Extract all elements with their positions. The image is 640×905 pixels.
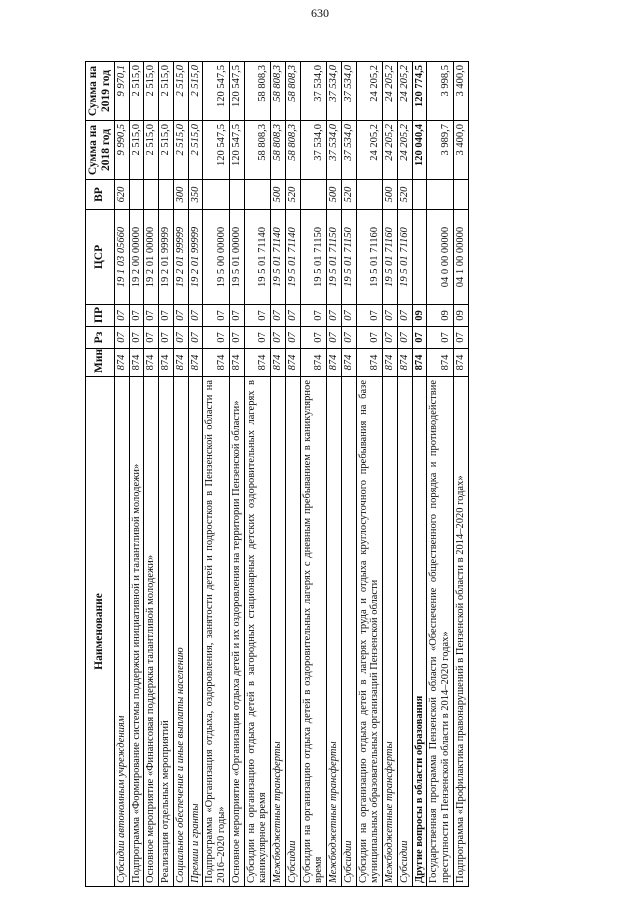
cell-sum-2018: 24 205,2 bbox=[356, 121, 383, 180]
cell-sum-2019: 37 534,0 bbox=[341, 62, 356, 121]
cell-rz: 07 bbox=[341, 327, 356, 349]
cell-min: 874 bbox=[341, 349, 356, 377]
cell-vr: 300 bbox=[173, 180, 188, 210]
cell-sum-2018: 37 534,0 bbox=[327, 121, 342, 180]
cell-sum-2019: 24 205,2 bbox=[383, 62, 398, 121]
cell-vr bbox=[229, 180, 244, 210]
cell-name: Подпрограмма «Профилактика правонарушений в Пензенской области в 2014–2020 годах» bbox=[453, 377, 468, 887]
cell-min: 874 bbox=[427, 349, 454, 377]
header-vr: ВР bbox=[86, 180, 115, 210]
table-row bbox=[159, 62, 174, 887]
cell-min: 874 bbox=[412, 349, 427, 377]
table-row bbox=[427, 62, 454, 887]
cell-vr bbox=[412, 180, 427, 210]
cell-min: 874 bbox=[285, 349, 300, 377]
table-row bbox=[129, 62, 144, 887]
cell-name: Другие вопросы в области образования bbox=[412, 377, 427, 887]
table-row bbox=[397, 62, 412, 887]
cell-sum-2018: 2 515,0 bbox=[173, 121, 188, 180]
table-row bbox=[144, 62, 159, 887]
budget-table bbox=[85, 61, 469, 887]
cell-sum-2019: 58 808,3 bbox=[271, 62, 286, 121]
cell-name: Субсидии на организацию отдыха детей в лагерях труда и отдыха круглосуточного пребывания на базе муниципальных образовательных организаций Пензенской области bbox=[356, 377, 383, 887]
cell-name: Основное мероприятие «Организация отдыха детей и их оздоровления на территории Пензенской области» bbox=[229, 377, 244, 887]
cell-pr: 07 bbox=[229, 305, 244, 327]
cell-name: Межбюджетные трансферты bbox=[383, 377, 398, 887]
table-row bbox=[229, 62, 244, 887]
cell-sum-2018: 3 989,7 bbox=[427, 121, 454, 180]
table-row bbox=[341, 62, 356, 887]
cell-pr: 07 bbox=[341, 305, 356, 327]
cell-name: Премии и гранты bbox=[188, 377, 203, 887]
cell-name: Подпрограмма «Организация отдыха, оздоровления, занятости детей и подростков в Пензенской области на 2016–2020 годы» bbox=[203, 377, 230, 887]
table-frame bbox=[85, 62, 560, 887]
cell-vr: 620 bbox=[114, 180, 129, 210]
table-row bbox=[203, 62, 230, 887]
cell-sum-2019: 58 808,3 bbox=[244, 62, 271, 121]
cell-csr: 19 2 00 00000 bbox=[129, 210, 144, 305]
cell-pr: 07 bbox=[271, 305, 286, 327]
cell-csr: 19 2 01 99999 bbox=[173, 210, 188, 305]
cell-pr: 09 bbox=[453, 305, 468, 327]
cell-rz: 07 bbox=[271, 327, 286, 349]
cell-csr bbox=[412, 210, 427, 305]
cell-vr bbox=[300, 180, 327, 210]
cell-min: 874 bbox=[453, 349, 468, 377]
cell-min: 874 bbox=[188, 349, 203, 377]
cell-pr: 07 bbox=[327, 305, 342, 327]
rotated-page bbox=[85, 62, 560, 887]
cell-min: 874 bbox=[129, 349, 144, 377]
cell-sum-2018: 9 990,5 bbox=[114, 121, 129, 180]
cell-sum-2019: 58 808,3 bbox=[285, 62, 300, 121]
cell-rz: 07 bbox=[327, 327, 342, 349]
header-sum-2018: Сумма на 2018 год bbox=[86, 121, 115, 180]
cell-pr: 07 bbox=[244, 305, 271, 327]
cell-sum-2018: 2 515,0 bbox=[188, 121, 203, 180]
cell-vr bbox=[203, 180, 230, 210]
cell-rz: 07 bbox=[427, 327, 454, 349]
cell-rz: 07 bbox=[229, 327, 244, 349]
header-row bbox=[86, 62, 115, 887]
table-row bbox=[327, 62, 342, 887]
cell-pr: 07 bbox=[159, 305, 174, 327]
table-row bbox=[453, 62, 468, 887]
cell-name: Субсидии bbox=[397, 377, 412, 887]
cell-sum-2018: 2 515,0 bbox=[144, 121, 159, 180]
cell-vr: 350 bbox=[188, 180, 203, 210]
cell-sum-2019: 3 400,0 bbox=[453, 62, 468, 121]
header-name: Наименование bbox=[86, 377, 115, 887]
cell-min: 874 bbox=[327, 349, 342, 377]
table-row bbox=[412, 62, 427, 887]
cell-csr: 04 0 00 00000 bbox=[427, 210, 454, 305]
cell-pr: 07 bbox=[285, 305, 300, 327]
cell-csr: 19 2 01 00000 bbox=[144, 210, 159, 305]
table-row bbox=[188, 62, 203, 887]
cell-pr: 07 bbox=[300, 305, 327, 327]
cell-rz: 07 bbox=[203, 327, 230, 349]
cell-pr: 07 bbox=[203, 305, 230, 327]
cell-sum-2018: 37 534,0 bbox=[341, 121, 356, 180]
cell-csr: 19 5 01 71140 bbox=[285, 210, 300, 305]
cell-csr: 19 5 00 00000 bbox=[203, 210, 230, 305]
cell-csr: 19 5 01 71160 bbox=[383, 210, 398, 305]
table-row bbox=[383, 62, 398, 887]
cell-csr: 19 1 03 05660 bbox=[114, 210, 129, 305]
header-min: Мин bbox=[86, 349, 115, 377]
cell-min: 874 bbox=[383, 349, 398, 377]
cell-sum-2019: 120 774,5 bbox=[412, 62, 427, 121]
cell-vr bbox=[244, 180, 271, 210]
header-rz: Рз bbox=[86, 327, 115, 349]
cell-csr: 19 5 01 71140 bbox=[271, 210, 286, 305]
cell-csr: 19 5 01 71150 bbox=[327, 210, 342, 305]
cell-sum-2018: 58 808,3 bbox=[285, 121, 300, 180]
cell-min: 874 bbox=[356, 349, 383, 377]
table-row bbox=[271, 62, 286, 887]
cell-sum-2019: 2 515,0 bbox=[144, 62, 159, 121]
cell-min: 874 bbox=[144, 349, 159, 377]
header-csr: ЦСР bbox=[86, 210, 115, 305]
cell-vr: 520 bbox=[397, 180, 412, 210]
cell-pr: 07 bbox=[129, 305, 144, 327]
cell-min: 874 bbox=[300, 349, 327, 377]
cell-sum-2018: 2 515,0 bbox=[129, 121, 144, 180]
cell-pr: 07 bbox=[114, 305, 129, 327]
cell-vr bbox=[427, 180, 454, 210]
cell-sum-2019: 3 998,5 bbox=[427, 62, 454, 121]
table-body bbox=[114, 62, 468, 887]
table-row bbox=[285, 62, 300, 887]
cell-sum-2019: 37 534,0 bbox=[327, 62, 342, 121]
cell-sum-2018: 24 205,2 bbox=[383, 121, 398, 180]
cell-vr: 500 bbox=[327, 180, 342, 210]
cell-sum-2019: 2 515,0 bbox=[173, 62, 188, 121]
cell-sum-2018: 120 547,5 bbox=[203, 121, 230, 180]
cell-min: 874 bbox=[244, 349, 271, 377]
cell-rz: 07 bbox=[114, 327, 129, 349]
cell-rz: 07 bbox=[300, 327, 327, 349]
cell-csr: 19 2 01 99999 bbox=[188, 210, 203, 305]
cell-rz: 07 bbox=[412, 327, 427, 349]
cell-vr bbox=[144, 180, 159, 210]
cell-pr: 09 bbox=[427, 305, 454, 327]
cell-sum-2018: 24 205,2 bbox=[397, 121, 412, 180]
cell-rz: 07 bbox=[144, 327, 159, 349]
cell-sum-2018: 58 808,3 bbox=[271, 121, 286, 180]
cell-pr: 09 bbox=[412, 305, 427, 327]
cell-vr bbox=[159, 180, 174, 210]
cell-name: Субсидии автономным учреждениям bbox=[114, 377, 129, 887]
cell-rz: 07 bbox=[173, 327, 188, 349]
cell-min: 874 bbox=[397, 349, 412, 377]
cell-sum-2018: 3 400,0 bbox=[453, 121, 468, 180]
cell-sum-2019: 9 970,1 bbox=[114, 62, 129, 121]
cell-name: Субсидии bbox=[341, 377, 356, 887]
cell-min: 874 bbox=[173, 349, 188, 377]
cell-csr: 19 5 01 71150 bbox=[300, 210, 327, 305]
cell-csr: 19 5 01 71160 bbox=[397, 210, 412, 305]
cell-sum-2019: 24 205,2 bbox=[356, 62, 383, 121]
cell-rz: 07 bbox=[285, 327, 300, 349]
cell-min: 874 bbox=[271, 349, 286, 377]
table-row bbox=[300, 62, 327, 887]
cell-vr: 500 bbox=[271, 180, 286, 210]
cell-vr bbox=[129, 180, 144, 210]
header-pr: ПР bbox=[86, 305, 115, 327]
cell-rz: 07 bbox=[244, 327, 271, 349]
cell-rz: 07 bbox=[159, 327, 174, 349]
cell-pr: 07 bbox=[144, 305, 159, 327]
cell-csr: 19 2 01 99999 bbox=[159, 210, 174, 305]
cell-sum-2018: 120 040,4 bbox=[412, 121, 427, 180]
cell-name: Реализация отдельных мероприятий bbox=[159, 377, 174, 887]
cell-rz: 07 bbox=[188, 327, 203, 349]
cell-sum-2018: 2 515,0 bbox=[159, 121, 174, 180]
cell-pr: 07 bbox=[173, 305, 188, 327]
cell-name: Субсидии bbox=[285, 377, 300, 887]
table-row bbox=[244, 62, 271, 887]
cell-sum-2019: 120 547,5 bbox=[229, 62, 244, 121]
cell-sum-2018: 120 547,5 bbox=[229, 121, 244, 180]
cell-csr: 19 5 01 00000 bbox=[229, 210, 244, 305]
cell-name: Межбюджетные трансферты bbox=[327, 377, 342, 887]
cell-pr: 07 bbox=[397, 305, 412, 327]
table-row bbox=[173, 62, 188, 887]
cell-sum-2019: 2 515,0 bbox=[159, 62, 174, 121]
cell-csr: 19 5 01 71160 bbox=[356, 210, 383, 305]
cell-pr: 07 bbox=[383, 305, 398, 327]
cell-sum-2019: 120 547,5 bbox=[203, 62, 230, 121]
cell-min: 874 bbox=[159, 349, 174, 377]
table-row bbox=[114, 62, 129, 887]
cell-vr: 520 bbox=[341, 180, 356, 210]
cell-rz: 07 bbox=[356, 327, 383, 349]
cell-pr: 07 bbox=[188, 305, 203, 327]
cell-name: Подпрограмма «Формирование системы поддержки инициативной и талантливой молодежи» bbox=[129, 377, 144, 887]
cell-rz: 07 bbox=[129, 327, 144, 349]
cell-vr: 520 bbox=[285, 180, 300, 210]
cell-vr bbox=[356, 180, 383, 210]
cell-min: 874 bbox=[203, 349, 230, 377]
cell-sum-2019: 37 534,0 bbox=[300, 62, 327, 121]
cell-name: Государственная программа Пензенской области «Обеспечение общественного порядка и противодействие преступности в Пензенской области в 2014–2020 годах» bbox=[427, 377, 454, 887]
cell-sum-2019: 2 515,0 bbox=[129, 62, 144, 121]
cell-rz: 07 bbox=[383, 327, 398, 349]
cell-sum-2018: 37 534,0 bbox=[300, 121, 327, 180]
page-number: 630 bbox=[311, 6, 329, 20]
cell-rz: 07 bbox=[453, 327, 468, 349]
cell-min: 874 bbox=[114, 349, 129, 377]
cell-csr: 04 1 00 00000 bbox=[453, 210, 468, 305]
cell-name: Субсидии на организацию отдыха детей в загородных стационарных детских оздоровительных лагерях в каникулярное время bbox=[244, 377, 271, 887]
cell-name: Субсидии на организацию отдыха детей в оздоровительных лагерях с дневным пребыванием в каникулярное время bbox=[300, 377, 327, 887]
cell-name: Межбюджетные трансферты bbox=[271, 377, 286, 887]
cell-vr: 500 bbox=[383, 180, 398, 210]
cell-sum-2019: 2 515,0 bbox=[188, 62, 203, 121]
cell-sum-2019: 24 205,2 bbox=[397, 62, 412, 121]
cell-name: Социальное обеспечение и иные выплаты населению bbox=[173, 377, 188, 887]
header-sum-2019: Сумма на 2019 год bbox=[86, 62, 115, 121]
cell-vr bbox=[453, 180, 468, 210]
cell-pr: 07 bbox=[356, 305, 383, 327]
cell-sum-2018: 58 808,3 bbox=[244, 121, 271, 180]
cell-csr: 19 5 01 71140 bbox=[244, 210, 271, 305]
cell-min: 874 bbox=[229, 349, 244, 377]
table-row bbox=[356, 62, 383, 887]
cell-rz: 07 bbox=[397, 327, 412, 349]
cell-name: Основное мероприятие «Финансовая поддержка талантливой молодежи» bbox=[144, 377, 159, 887]
cell-csr: 19 5 01 71150 bbox=[341, 210, 356, 305]
